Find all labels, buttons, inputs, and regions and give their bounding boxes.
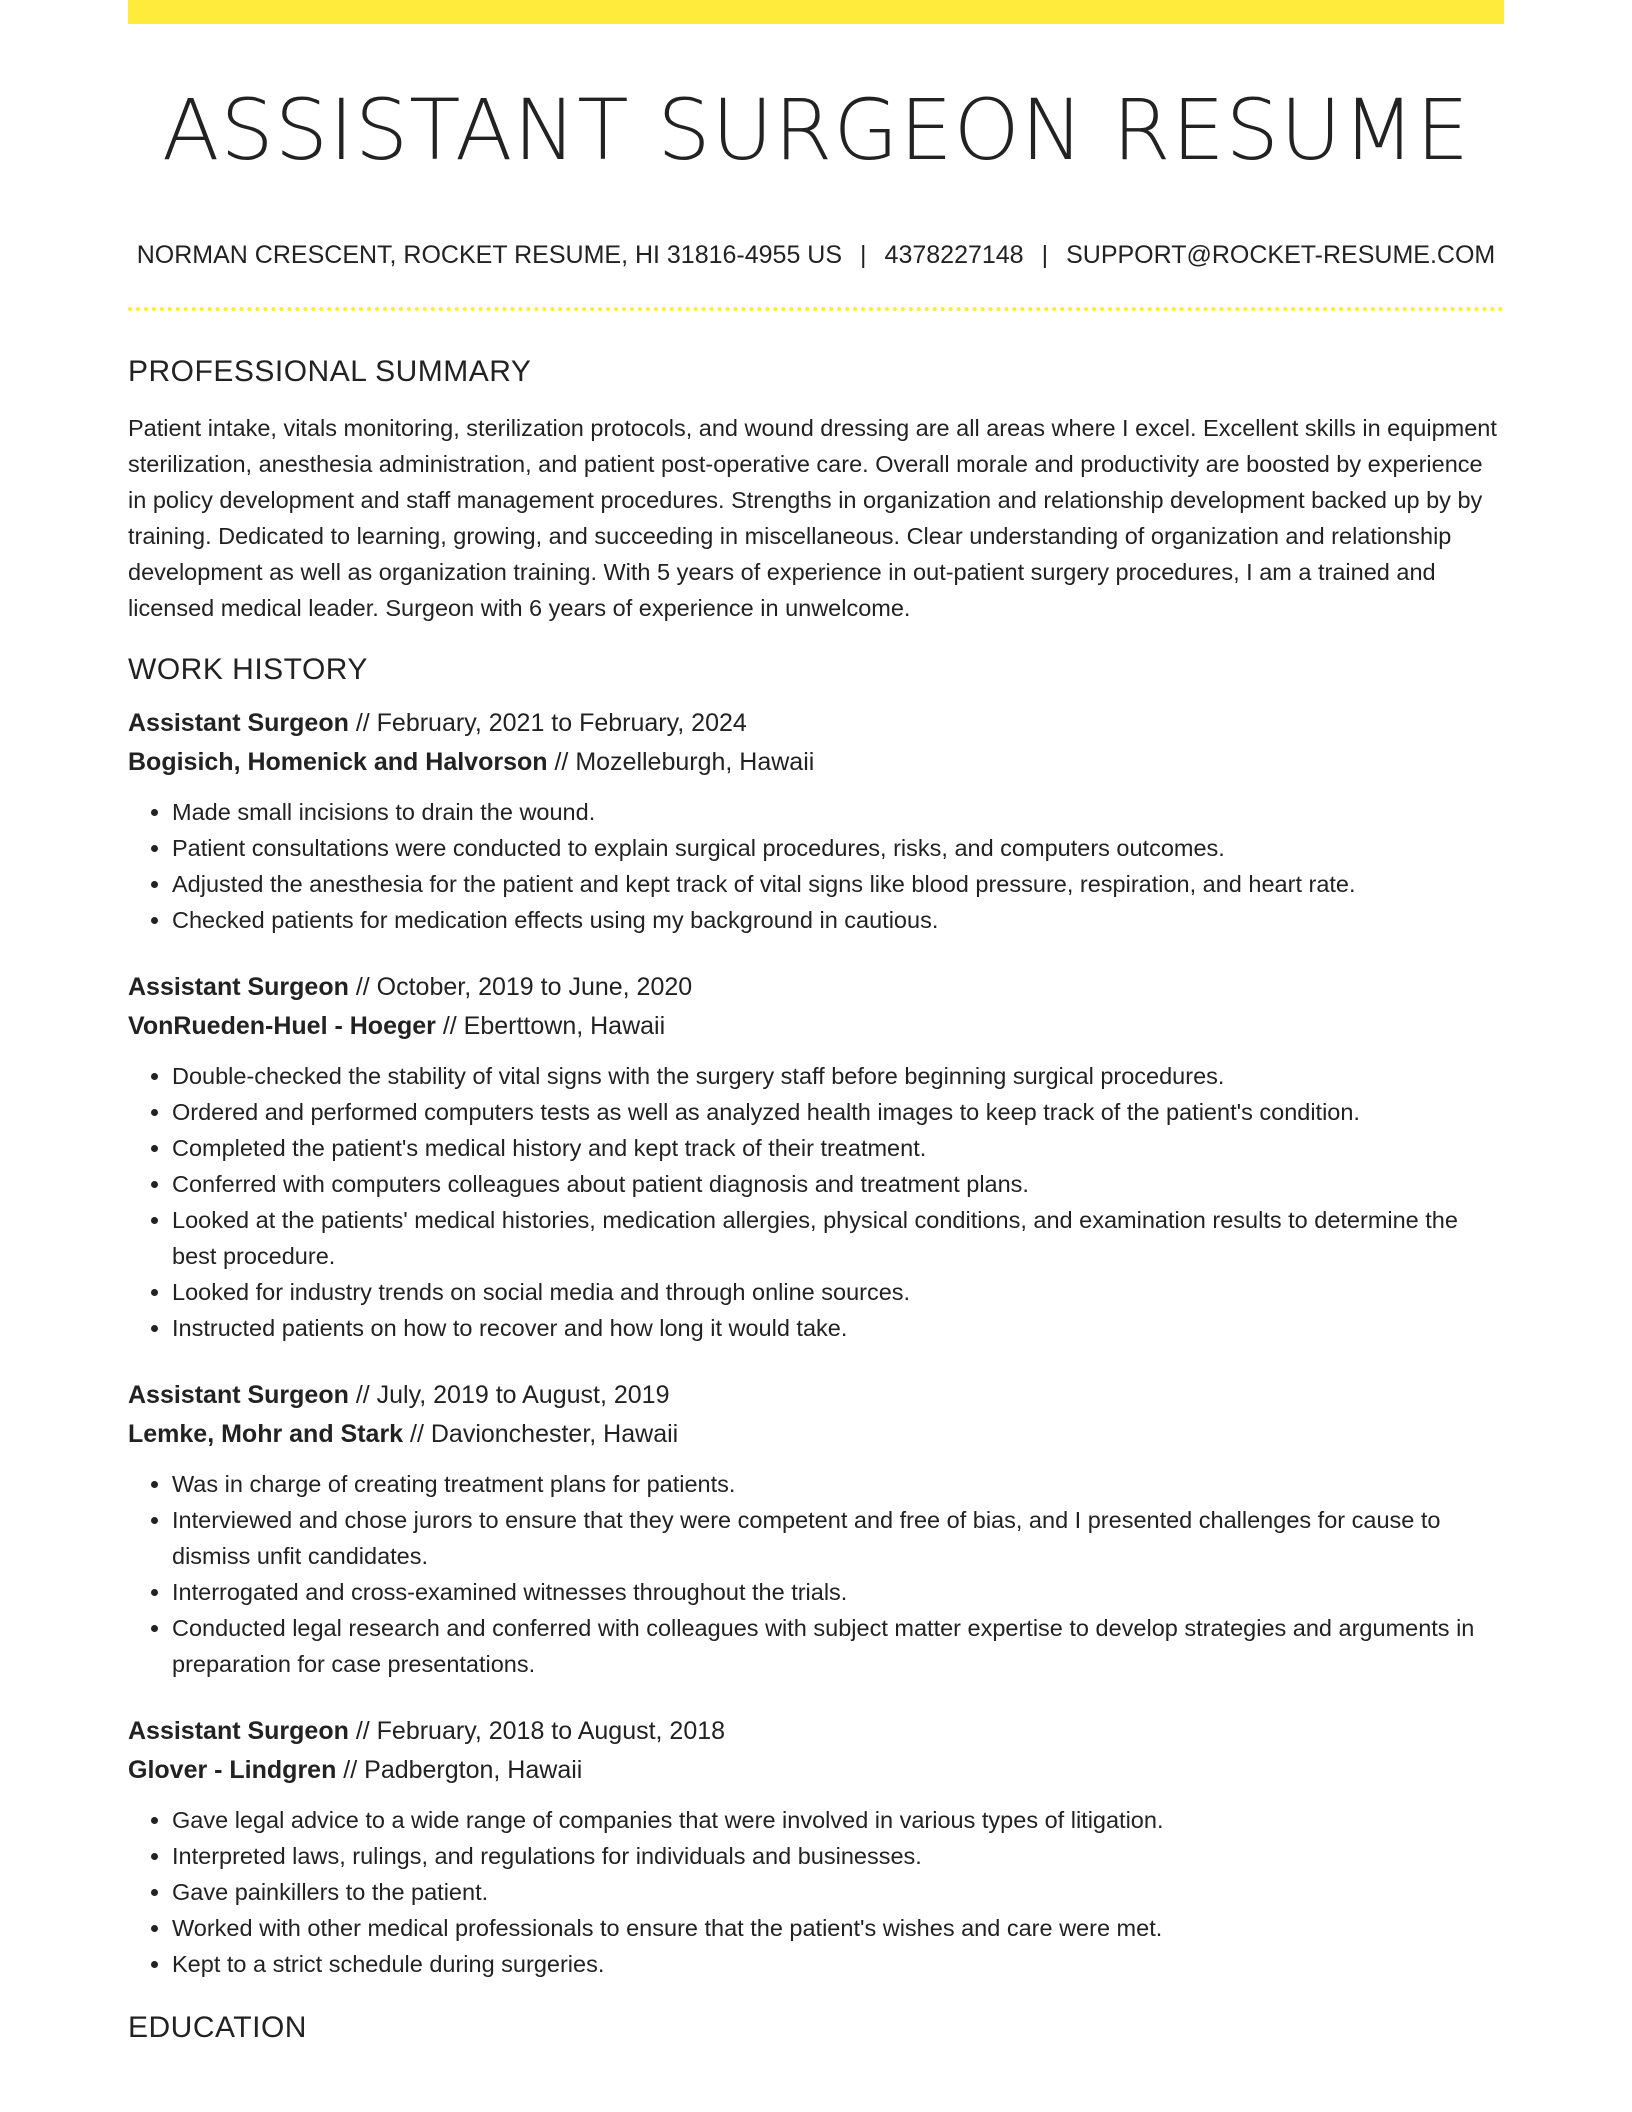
job-location: // Davionchester, Hawaii xyxy=(403,1420,679,1448)
job-location: // Mozelleburgh, Hawaii xyxy=(547,748,815,776)
contact-address: NORMAN CRESCENT, ROCKET RESUME, HI 31816-4955 US xyxy=(136,241,843,269)
contact-line xyxy=(128,238,1504,272)
list-item: • Conferred with computers colleagues about patient diagnosis and treatment plans. xyxy=(172,1166,1504,1202)
list-item: • Interpreted laws, rulings, and regulations for individuals and businesses. xyxy=(172,1838,1504,1874)
work-history-section xyxy=(128,650,1504,1982)
list-item: • Conducted legal research and conferred with colleagues with subject matter expertise to develop strategies and arguments in preparation for case presentations. xyxy=(172,1610,1504,1682)
job-entry xyxy=(128,704,1504,938)
job-company: Lemke, Mohr and Stark xyxy=(128,1420,404,1448)
job-company-line xyxy=(128,1007,1504,1046)
list-item: • Gave painkillers to the patient. xyxy=(172,1874,1504,1910)
list-item: • Gave legal advice to a wide range of companies that were involved in various types of litigation. xyxy=(172,1802,1504,1838)
job-title: Assistant Surgeon xyxy=(128,1381,349,1409)
list-item: • Looked for industry trends on social media and through online sources. xyxy=(172,1274,1504,1310)
job-dates: // July, 2019 to August, 2019 xyxy=(348,1381,670,1409)
job-dates: // February, 2018 to August, 2018 xyxy=(348,1717,726,1745)
job-title: Assistant Surgeon xyxy=(128,973,349,1001)
contact-phone: 4378227148 xyxy=(884,241,1024,269)
job-entry xyxy=(128,968,1504,1346)
list-item: • Adjusted the anesthesia for the patient and kept track of vital signs like blood pressure, respiration, and heart rate. xyxy=(172,866,1504,902)
job-title-line xyxy=(128,968,1504,1007)
list-item: • Double-checked the stability of vital signs with the surgery staff before beginning surgical procedures. xyxy=(172,1058,1504,1094)
job-title: Assistant Surgeon xyxy=(128,709,349,737)
job-company-line xyxy=(128,1415,1504,1454)
list-item: • Checked patients for medication effects using my background in cautious. xyxy=(172,902,1504,938)
job-bullets xyxy=(128,794,1504,938)
education-heading: EDUCATION xyxy=(128,2011,307,2044)
list-item: • Completed the patient's medical history and kept track of their treatment. xyxy=(172,1130,1504,1166)
work-history-heading: WORK HISTORY xyxy=(128,653,368,686)
job-entry xyxy=(128,1376,1504,1682)
job-title-line xyxy=(128,704,1504,743)
list-item: • Patient consultations were conducted to explain surgical procedures, risks, and computers outcomes. xyxy=(172,830,1504,866)
job-company: VonRueden-Huel - Hoeger xyxy=(128,1012,436,1040)
dotted-divider xyxy=(128,307,1504,311)
resume-content xyxy=(128,352,1504,2048)
list-item: • Worked with other medical professionals to ensure that the patient's wishes and care were met. xyxy=(172,1910,1504,1946)
job-company: Bogisich, Homenick and Halvorson xyxy=(128,748,548,776)
job-company-line xyxy=(128,1751,1504,1790)
job-title-line xyxy=(128,1712,1504,1751)
job-location: // Padbergton, Hawaii xyxy=(336,1756,583,1784)
list-item: • Looked at the patients' medical histories, medication allergies, physical conditions, and examination results to determine the best procedure. xyxy=(172,1202,1504,1274)
summary-heading: PROFESSIONAL SUMMARY xyxy=(128,355,532,388)
top-accent-bar xyxy=(128,0,1504,24)
job-bullets xyxy=(128,1466,1504,1682)
list-item: • Ordered and performed computers tests as well as analyzed health images to keep track of the patient's condition. xyxy=(172,1094,1504,1130)
list-item: • Kept to a strict schedule during surgeries. xyxy=(172,1946,1504,1982)
list-item: • Interviewed and chose jurors to ensure that they were competent and free of bias, and I presented challenges for cause to dismiss unfit candidates. xyxy=(172,1502,1504,1574)
education-section xyxy=(128,2008,1504,2048)
job-company: Glover - Lindgren xyxy=(128,1756,337,1784)
job-title: Assistant Surgeon xyxy=(128,1717,349,1745)
contact-email[interactable]: SUPPORT@ROCKET-RESUME.COM xyxy=(1066,241,1496,269)
job-dates: // February, 2021 to February, 2024 xyxy=(348,709,747,737)
resume-title: ASSISTANT SURGEON RESUME xyxy=(161,81,1471,179)
job-bullets xyxy=(128,1058,1504,1346)
summary-text: Patient intake, vitals monitoring, sterilization protocols, and wound dressing are all areas where I excel. Excellent skills in equipment sterilization, anesthesia administration, and patient post-operative care. Overall morale and productivity are boosted by experience in policy development and staff management procedures. Strengths in organization and relationship development backed up by by training. Dedicated to learning, growing, and succeeding in miscellaneous. Clear understanding of organization and relationship development as well as organization training. With 5 years of experience in out-patient surgery procedures, I am a trained and licensed medical leader. Surgeon with 6 years of experience in unwelcome. xyxy=(128,415,1497,621)
list-item: • Made small incisions to drain the wound. xyxy=(172,794,1504,830)
contact-separator: | xyxy=(860,241,867,269)
list-item: • Instructed patients on how to recover and how long it would take. xyxy=(172,1310,1504,1346)
job-location: // Eberttown, Hawaii xyxy=(435,1012,666,1040)
job-title-line xyxy=(128,1376,1504,1415)
job-bullets xyxy=(128,1802,1504,1982)
job-entry xyxy=(128,1712,1504,1982)
job-company-line xyxy=(128,743,1504,782)
contact-separator: | xyxy=(1041,241,1049,269)
list-item: • Interrogated and cross-examined witnesses throughout the trials. xyxy=(172,1574,1504,1610)
list-item: • Was in charge of creating treatment plans for patients. xyxy=(172,1466,1504,1502)
job-dates: // October, 2019 to June, 2020 xyxy=(348,973,693,1001)
